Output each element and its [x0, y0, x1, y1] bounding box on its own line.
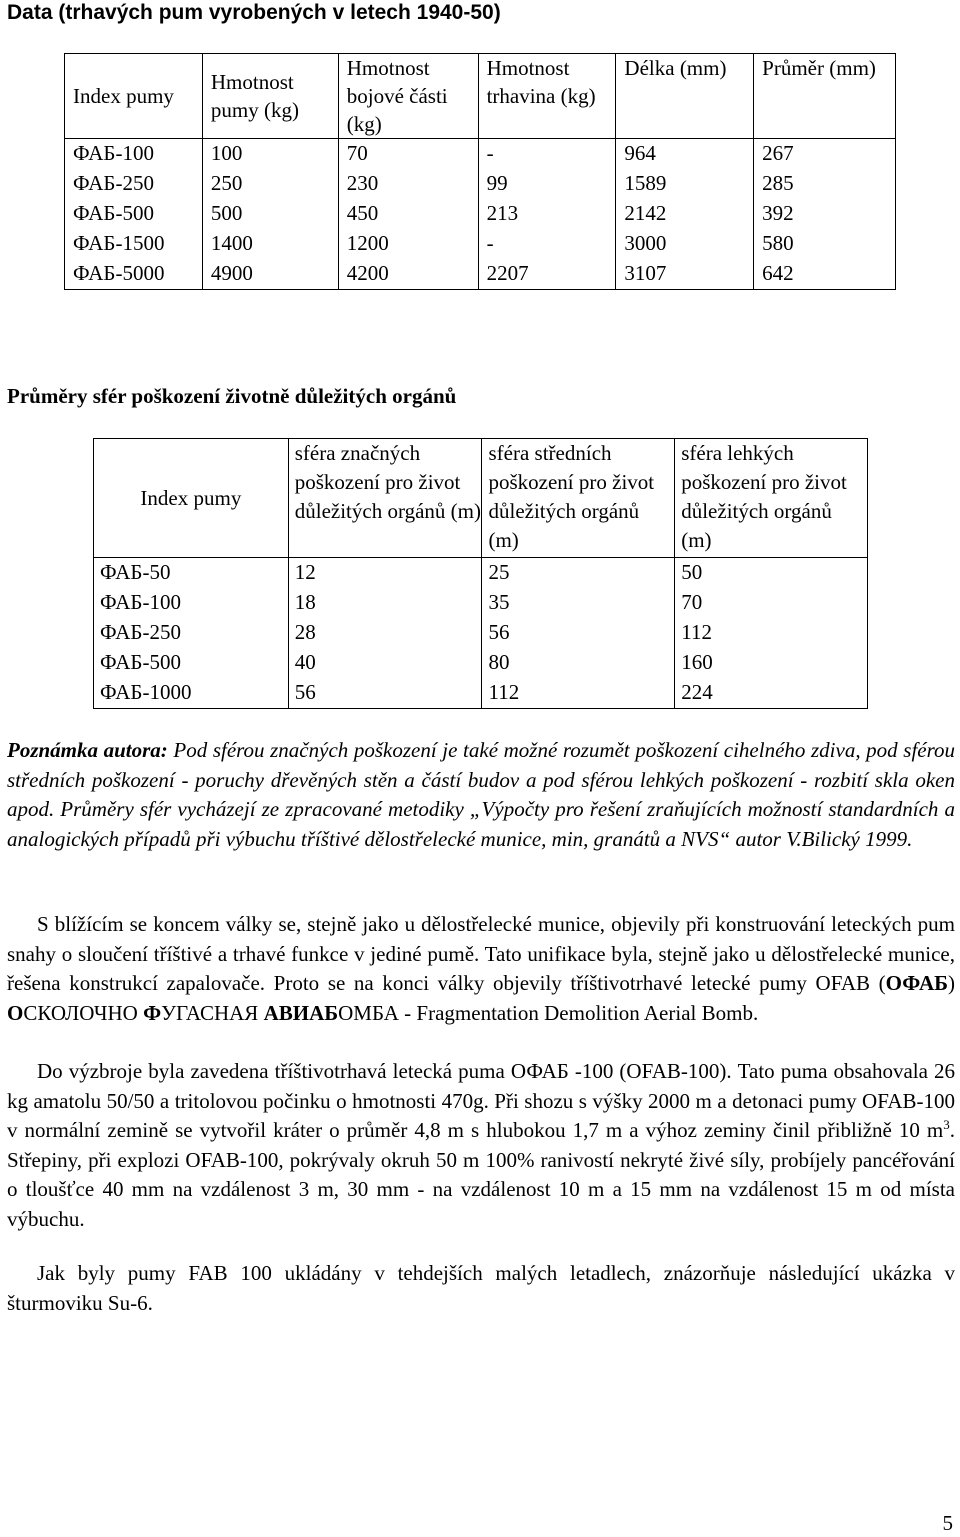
table-cell: ФАБ-1000	[94, 678, 289, 709]
table-cell: ФАБ-500	[94, 648, 289, 678]
paragraph-text: )	[948, 971, 955, 995]
table-cell: 250	[202, 169, 338, 199]
table-cell: 1400	[202, 229, 338, 259]
author-note	[7, 736, 955, 854]
paragraph-text: ОМБА	[338, 1000, 399, 1025]
paragraph-text: СКОЛОЧНО	[23, 1000, 144, 1025]
paragraph-text: Do výzbroje byla zavedena tříštivotrhavá letecká puma ОФАБ -100 (OFAB-100). Tato puma obsahovala 26 kg amatolu 50/50 a tritolovou počinku o hmotnosti 470g. Při shozu s výšky 2000 m a detonaci pumy OFAB-100 v normální zemině se vytvořil kráter o průměr 4,8 m s hlubokou 1,7 m a výhoz zeminy činil přibližně 10 m	[7, 1059, 955, 1142]
table-row	[94, 678, 868, 709]
table-cell: 1589	[616, 169, 754, 199]
table-cell: 160	[675, 648, 868, 678]
table-cell: ФАБ-50	[94, 558, 289, 589]
table-cell: 267	[754, 139, 896, 170]
header-cell: Průměr (mm)	[754, 54, 896, 139]
table-cell: 99	[478, 169, 616, 199]
table-cell: 1200	[338, 229, 478, 259]
table-cell: ФАБ-250	[65, 169, 203, 199]
table-cell: ФАБ-1500	[65, 229, 203, 259]
bold-initial: АВИАБ	[263, 1000, 339, 1025]
table-cell: 213	[478, 199, 616, 229]
table-cell: 4900	[202, 259, 338, 290]
table-cell: 12	[288, 558, 482, 589]
paragraph-text: - Fragmentation Demolition Aerial Bomb.	[398, 1000, 759, 1025]
table-row	[65, 199, 896, 229]
header-cell: Délka (mm)	[616, 54, 754, 139]
table-row	[65, 169, 896, 199]
author-note-label: Poznámka autora:	[7, 738, 168, 762]
table-cell: 230	[338, 169, 478, 199]
table-row	[94, 648, 868, 678]
table-cell: 40	[288, 648, 482, 678]
table-cell: 56	[482, 618, 675, 648]
table-cell: 112	[675, 618, 868, 648]
table-cell: 392	[754, 199, 896, 229]
bold-initial: Ф	[143, 1000, 162, 1025]
bold-initial: О	[7, 1000, 24, 1025]
header-cell: sféra středních poškození pro život důležitých orgánů (m)	[482, 439, 675, 558]
table-cell: ФАБ-250	[94, 618, 289, 648]
table-cell: 224	[675, 678, 868, 709]
header-cell: Index pumy	[94, 439, 289, 558]
table-cell: 18	[288, 588, 482, 618]
table-cell: 964	[616, 139, 754, 170]
header-cell: Index pumy	[65, 54, 203, 139]
table-cell: 56	[288, 678, 482, 709]
header-cell: sféra značných poškození pro život důležitých orgánů (m)	[288, 439, 482, 558]
table-row	[65, 259, 896, 290]
table-cell: 100	[202, 139, 338, 170]
table-cell: 28	[288, 618, 482, 648]
table-cell: 285	[754, 169, 896, 199]
table-row	[94, 558, 868, 589]
table-row	[94, 588, 868, 618]
table-row	[94, 618, 868, 648]
paragraph-end-of-war	[7, 910, 955, 1028]
header-cell: Hmotnost pumy (kg)	[202, 54, 338, 139]
table-cell: 80	[482, 648, 675, 678]
table-cell: 4200	[338, 259, 478, 290]
table-row	[65, 139, 896, 170]
table-cell: ФАБ-100	[94, 588, 289, 618]
header-cell: Hmotnost trhavina (kg)	[478, 54, 616, 139]
paragraph-text: . Střepiny, při explozi OFAB-100, pokrývaly okruh 50 m 100% ranivostí nekryté živé síly, probíjely pancéřování o tloušťce 40 mm na vzdálenost 3 m, 30 mm - na vzdálenost 10 m a 15 mm na vzdálenost 15 m od místa výbuchu.	[7, 1118, 955, 1231]
table-cell: 70	[338, 139, 478, 170]
page-heading-data: Data (trhavých pum vyrobených v letech 1940-50)	[7, 1, 501, 24]
table-cell: 2207	[478, 259, 616, 290]
table-cell: 35	[482, 588, 675, 618]
author-note-text: Pod sférou značných poškození je také možné rozumět poškození cihelného zdiva, pod sférou středních poškození - poruchy dřevěných stěn a částí budov a pod sférou lehkých poškození - rozbití skla oken apod. Průměry sfér vycházejí ze zpracované metodiky „Výpočty pro řešení zraňujících možností standardních a analogických případů při výbuchu tříštivé dělostřelecké munice, min, granátů a NVS“ autor V.Bilický 1999.	[7, 738, 955, 851]
table-cell: 112	[482, 678, 675, 709]
paragraph-text: УГАСНАЯ	[161, 1000, 264, 1025]
table-cell: 70	[675, 588, 868, 618]
paragraph-su6: Jak byly pumy FAB 100 ukládány v tehdejších malých letadlech, znázorňuje následující ukázka v šturmoviku Su-6.	[7, 1261, 955, 1315]
header-cell: sféra lehkých poškození pro život důležitých orgánů (m)	[675, 439, 868, 558]
table-cell: 50	[675, 558, 868, 589]
damage-sphere-table	[93, 438, 868, 709]
table-cell: 3000	[616, 229, 754, 259]
table-cell: ФАБ-5000	[65, 259, 203, 290]
paragraph-ofab-100	[7, 1057, 955, 1234]
table-cell: -	[478, 139, 616, 170]
superscript: 3	[943, 1117, 950, 1132]
paragraph-text: S blížícím se koncem války se, stejně jako u dělostřelecké munice, objevily při konstruování leteckých pum snahy o sloučení tříštivé a trhavé funkce v jediné pumě. Tato unifikace byla, stejně jako u dělostřelecké munice, řešena konstrukcí zapalovače. Proto se na konci války objevily tříštivotrhavé letecké pumy OFAB (	[7, 912, 955, 995]
table-cell: -	[478, 229, 616, 259]
table-cell: 3107	[616, 259, 754, 290]
table-cell: 25	[482, 558, 675, 589]
table-cell: ФАБ-100	[65, 139, 203, 170]
bomb-data-table	[64, 53, 896, 290]
table-cell: 500	[202, 199, 338, 229]
bold-abbreviation: ОФАБ	[885, 971, 948, 995]
header-cell: Hmotnost bojové části (kg)	[338, 54, 478, 139]
section-heading-damage-spheres: Průměry sfér poškození životně důležitých orgánů	[7, 384, 457, 408]
table-row	[65, 229, 896, 259]
table-cell: 2142	[616, 199, 754, 229]
table-cell: 580	[754, 229, 896, 259]
table-header-row	[94, 439, 868, 558]
table-cell: ФАБ-500	[65, 199, 203, 229]
table-header-row	[65, 54, 896, 139]
page-number: 5	[942, 1511, 953, 1535]
table-cell: 450	[338, 199, 478, 229]
table-cell: 642	[754, 259, 896, 290]
